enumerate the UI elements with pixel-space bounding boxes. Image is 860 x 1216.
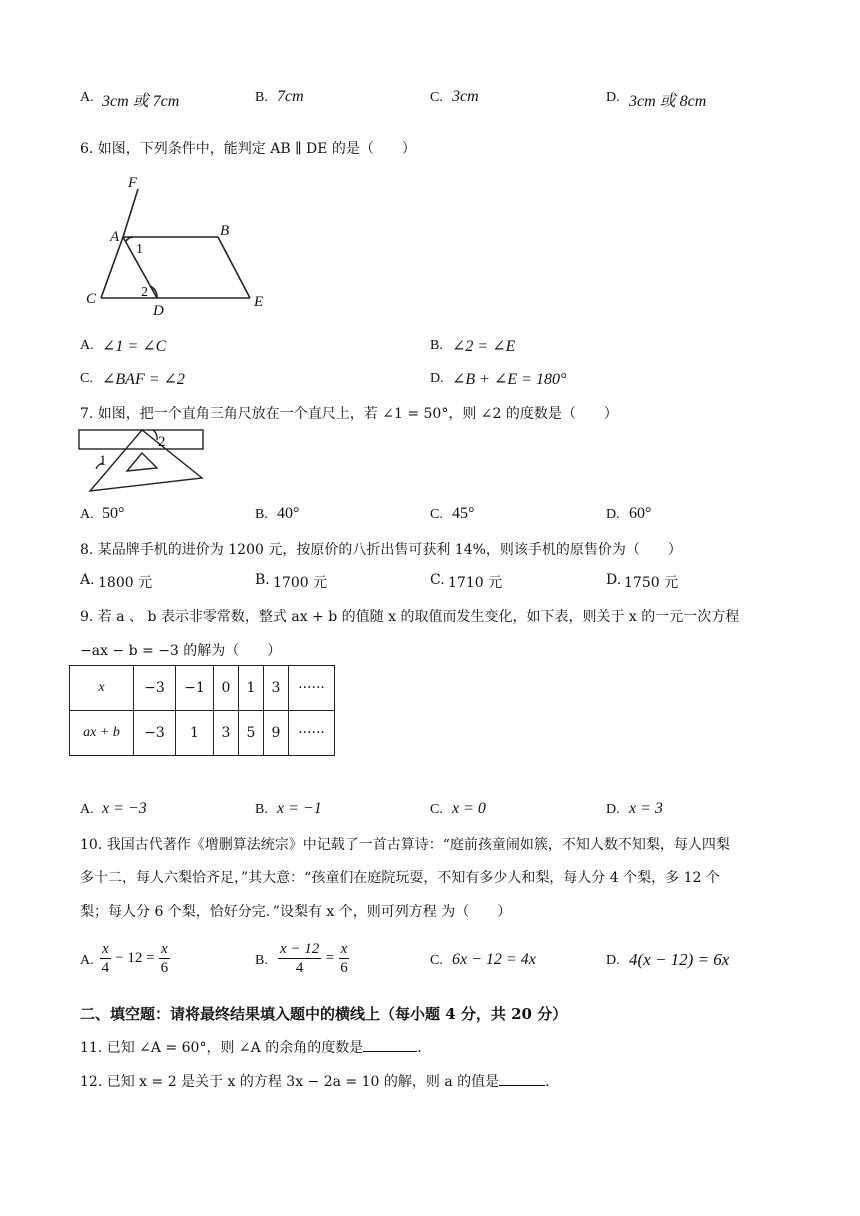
q5-option-b: 7cm [277, 88, 304, 105]
label-b: B [220, 223, 230, 239]
q7-option-c-label: C. [430, 507, 443, 522]
fraction: $\frac{x - 12}{4}$ [280, 941, 320, 976]
q12-text: 12. 已知 x = 2 是关于 x 的方程 3x − 2a = 10 的解，则 a 的值是 [80, 1074, 500, 1090]
q6-option-a-label: A. [80, 338, 94, 353]
q8-option-c: 1710 元 [448, 575, 503, 591]
q7-option-c: 45° [452, 505, 475, 522]
q9-option-c-label: C. [430, 802, 443, 817]
q9-option-b-label: B. [255, 802, 268, 817]
q10-option-d-label: D. [606, 953, 620, 968]
q12 [80, 1071, 550, 1091]
table-cell: 5 [239, 711, 264, 756]
table-cell: −1 [176, 666, 214, 711]
table-cell: ax + b [70, 711, 134, 756]
ray-af [123, 189, 138, 237]
q9-option-b: x = −1 [277, 800, 322, 817]
q10-option-c: 6x − 12 = 4x [452, 951, 536, 968]
q10-options [80, 940, 780, 984]
set-square-outer [90, 430, 202, 491]
q5-option-d-label: D. [606, 90, 620, 105]
q5-option-d: 3cm 或 8cm [629, 93, 707, 110]
q12-period: . [545, 1074, 550, 1090]
q6-option-b-label: B. [430, 338, 443, 353]
fraction: $\frac{x}{6}$ [160, 941, 169, 976]
label-angle-1: 1 [99, 453, 107, 469]
q6-stem: 6. 如图，下列条件中，能判定 AB ∥ DE 的是（ ） [80, 141, 416, 157]
q6-options-row2 [80, 369, 780, 391]
q9-option-c: x = 0 [452, 800, 486, 817]
segment-ac [101, 237, 123, 298]
q8-option-b-label: B. [255, 572, 270, 588]
q10-option-b: $\frac{x - 12}{4}$ = $\frac{x}{6}$ [280, 941, 348, 976]
label-angle-2: 2 [141, 285, 148, 300]
q5-option-b-label: B. [255, 90, 268, 105]
table-cell: 9 [264, 711, 289, 756]
table-cell: ······ [289, 666, 335, 711]
q7-stem: 7. 如图，把一个直角三角尺放在一个直尺上，若 ∠1 = 50°，则 ∠2 的度数是（ ） [80, 406, 618, 422]
label-angle-2: 2 [158, 434, 166, 450]
q5-option-c-label: C. [430, 90, 443, 105]
table-cell: 3 [214, 711, 239, 756]
section-title: 二、填空题：请将最终结果填入题中的横线上（每小题 4 分，共 20 分） [80, 1005, 568, 1023]
table-cell: −3 [134, 711, 176, 756]
table-cell: 1 [176, 711, 214, 756]
q11-text: 11. 已知 ∠A = 60°，则 ∠A 的余角的度数是 [80, 1040, 364, 1056]
label-e: E [254, 294, 264, 310]
table-cell: 1 [239, 666, 264, 711]
q7-option-b: 40° [277, 505, 300, 522]
q7-options [80, 505, 780, 527]
q10-option-a-label: A. [80, 953, 94, 968]
q7-figure [76, 428, 211, 494]
q6-options-row1 [80, 336, 780, 358]
q6-option-b: ∠2 = ∠E [452, 338, 516, 355]
q6-option-d-label: D. [430, 371, 444, 386]
q7-option-b-label: B. [255, 507, 268, 522]
label-d: D [153, 303, 164, 319]
ruler [79, 430, 203, 449]
q7-option-d-label: D. [606, 507, 620, 522]
q9-stem-line1: 9. 若 a 、 b 表示非零常数，整式 ax + b 的值随 x 的取值而发生变化，如下表，则关于 x 的一元一次方程 [80, 609, 740, 625]
q5-option-a-label: A. [80, 90, 94, 105]
segment-be [218, 237, 250, 298]
set-square-inner [127, 453, 157, 471]
table-cell: 0 [214, 666, 239, 711]
q9-option-d-label: D. [606, 802, 620, 817]
q8-option-a: 1800 元 [98, 575, 153, 591]
q5-option-a: 3cm 或 7cm [102, 93, 180, 110]
table-cell: 3 [264, 666, 289, 711]
q7-option-a-label: A. [80, 507, 94, 522]
q6-figure [80, 175, 280, 320]
q5-options [80, 88, 780, 110]
q11-period: . [417, 1040, 422, 1056]
q8-options [80, 572, 780, 592]
label-angle-1: 1 [136, 242, 143, 257]
q10-line2: 多十二，每人六梨恰齐足，”其大意：“孩童们在庭院玩耍，不知有多少人和梨，每人分 4 个梨，多 12 个 [80, 870, 720, 886]
q10-option-c-label: C. [430, 953, 443, 968]
q6-option-c-label: C. [80, 371, 93, 386]
q6-option-a: ∠1 = ∠C [102, 338, 167, 355]
q9-value-table [69, 665, 335, 756]
table-cell: ······ [289, 711, 335, 756]
q8-option-d-label: D. [606, 572, 622, 588]
q8-option-d: 1750 元 [624, 575, 679, 591]
fraction: $\frac{x}{4}$ [101, 941, 110, 976]
q10-line1: 10. 我国古代著作《增删算法统宗》中记载了一首古算诗：“庭前孩童闹如簇，不知人数不知梨，每人四梨 [80, 837, 730, 853]
q9-option-a: x = −3 [102, 800, 147, 817]
q7-option-a: 50° [102, 505, 125, 522]
label-f: F [128, 175, 138, 191]
table-cell: −3 [134, 666, 176, 711]
q8-option-a-label: A. [80, 572, 95, 588]
q10-option-b-label: B. [255, 953, 268, 968]
q9-option-d: x = 3 [629, 800, 663, 817]
q6-option-d: ∠B + ∠E = 180° [452, 371, 567, 388]
label-c: C [86, 291, 97, 307]
q11 [80, 1037, 422, 1057]
q9-stem-line2: −ax − b = −3 的解为（ ） [80, 643, 282, 659]
table-cell: x [70, 666, 134, 711]
table-row-x [70, 666, 335, 711]
q8-option-c-label: C. [430, 572, 445, 588]
q7-option-d: 60° [629, 505, 652, 522]
q9-options [80, 800, 780, 822]
fraction: $\frac{x}{6}$ [340, 941, 348, 976]
q10-line3: 梨；每人分 6 个梨，恰好分完．”设梨有 x 个，则可列方程 为（ ） [80, 904, 512, 920]
q6-option-c: ∠BAF = ∠2 [102, 371, 185, 388]
q10-option-d: 4(x − 12) = 6x [629, 950, 730, 969]
q12-answer-blank[interactable] [499, 1071, 545, 1086]
q11-answer-blank[interactable] [363, 1037, 417, 1052]
q5-option-c: 3cm [452, 88, 479, 105]
q9-option-a-label: A. [80, 802, 94, 817]
label-a: A [110, 229, 120, 245]
q8-stem: 8. 某品牌手机的进价为 1200 元，按原价的八折出售可获利 14%，则该手机的原售价为（ ） [80, 542, 682, 558]
q8-option-b: 1700 元 [273, 575, 328, 591]
table-row-axb [70, 711, 335, 756]
q10-option-a: $\frac{x}{4}$ − 12 = $\frac{x}{6}$ [101, 941, 169, 976]
